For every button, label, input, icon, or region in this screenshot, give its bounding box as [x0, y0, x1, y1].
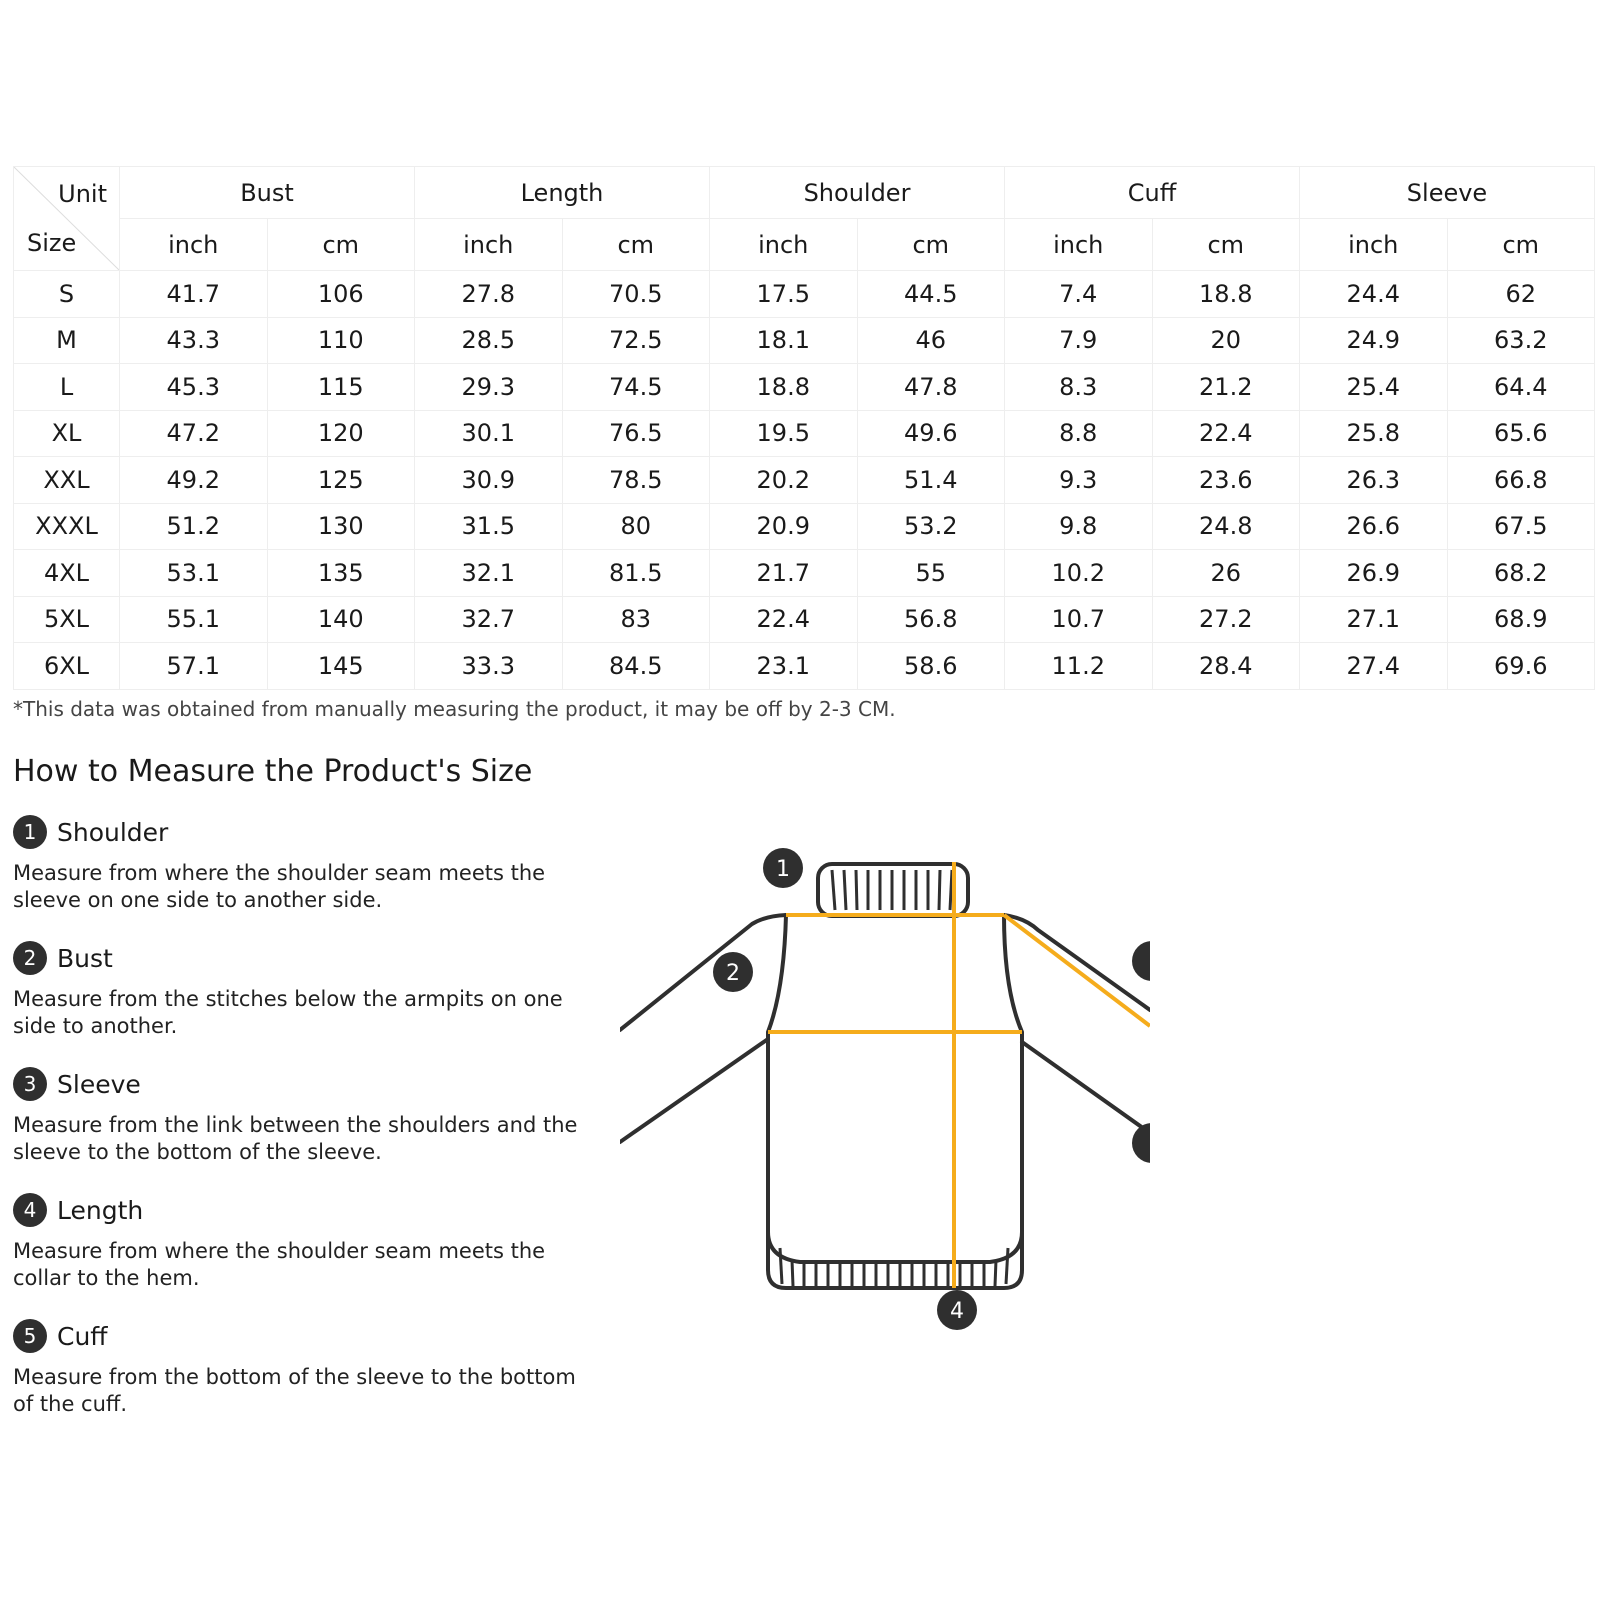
measurement-cell: 9.3 — [1005, 457, 1153, 504]
measurement-cell: 25.8 — [1300, 410, 1448, 457]
how-to-measure-title: How to Measure the Product's Size — [13, 754, 533, 789]
measurement-cell: 53.2 — [857, 503, 1005, 550]
measurement-cell: 20.2 — [710, 457, 858, 504]
diagram-badge-2 — [713, 952, 753, 992]
measurement-cell: 130 — [267, 503, 415, 550]
number-badge: 3 — [13, 1067, 47, 1101]
unit-header: inch — [710, 219, 858, 271]
table-row — [14, 643, 1595, 690]
measure-name: Cuff — [57, 1321, 108, 1351]
measurement-cell: 18.8 — [710, 364, 858, 411]
table-row — [14, 364, 1595, 411]
measurement-cell: 140 — [267, 596, 415, 643]
measurement-cell: 20 — [1152, 317, 1300, 364]
number-badge: 1 — [13, 815, 47, 849]
measurement-cell: 11.2 — [1005, 643, 1153, 690]
measurement-cell: 46 — [857, 317, 1005, 364]
measurement-cell: 78.5 — [562, 457, 710, 504]
measurement-cell: 8.3 — [1005, 364, 1153, 411]
measurement-cell: 30.9 — [415, 457, 563, 504]
corner-size-label: Size — [27, 229, 77, 257]
measurement-cell: 62 — [1447, 271, 1595, 318]
size-label-cell: 6XL — [14, 643, 120, 690]
number-badge: 2 — [13, 941, 47, 975]
measurement-cell: 27.2 — [1152, 596, 1300, 643]
diagram-badge-label: 1 — [776, 857, 790, 882]
size-label-cell: XXL — [14, 457, 120, 504]
measurement-footnote: *This data was obtained from manually measuring the product, it may be off by 2-3 CM. — [13, 697, 896, 721]
measure-item-sleeve — [13, 1066, 583, 1192]
diagram-badge-1 — [763, 848, 803, 888]
size-label-cell: S — [14, 271, 120, 318]
measurement-cell: 70.5 — [562, 271, 710, 318]
unit-header: cm — [857, 219, 1005, 271]
number-badge: 4 — [13, 1193, 47, 1227]
measurement-cell: 106 — [267, 271, 415, 318]
measurement-cell: 69.6 — [1447, 643, 1595, 690]
body-outline — [768, 915, 1022, 1262]
measurement-cell: 115 — [267, 364, 415, 411]
measurement-cell: 81.5 — [562, 550, 710, 597]
unit-header: cm — [562, 219, 710, 271]
group-header-length: Length — [415, 167, 710, 219]
measurement-cell: 83 — [562, 596, 710, 643]
measurement-cell: 27.8 — [415, 271, 563, 318]
diagram-badge-partial — [1132, 1123, 1150, 1163]
measurement-cell: 29.3 — [415, 364, 563, 411]
table-corner-cell — [14, 167, 120, 271]
measure-description: Measure from where the shoulder seam meets the sleeve on one side to another side. — [13, 861, 546, 912]
measurement-cell: 68.2 — [1447, 550, 1595, 597]
measurement-cell: 66.8 — [1447, 457, 1595, 504]
measurement-cell: 24.8 — [1152, 503, 1300, 550]
left-sleeve-lower-outline — [620, 1039, 768, 1142]
left-sleeve-outline — [620, 915, 786, 1030]
right-sleeve-lower-outline — [1022, 1042, 1150, 1133]
measurement-lines — [768, 862, 1150, 1288]
measurement-cell: 30.1 — [415, 410, 563, 457]
measurement-cell: 44.5 — [857, 271, 1005, 318]
unit-header: cm — [267, 219, 415, 271]
collar-ribbing — [832, 870, 952, 910]
measurement-cell: 67.5 — [1447, 503, 1595, 550]
measure-description: Measure from the bottom of the sleeve to the bottom of the cuff. — [13, 1365, 576, 1416]
table-row — [14, 410, 1595, 457]
table-row — [14, 457, 1595, 504]
sleeve-measure-line — [1004, 915, 1150, 1026]
measurement-cell: 10.2 — [1005, 550, 1153, 597]
measure-name: Sleeve — [57, 1069, 141, 1099]
size-label-cell: M — [14, 317, 120, 364]
measurement-cell: 74.5 — [562, 364, 710, 411]
table-row — [14, 271, 1595, 318]
measurement-cell: 110 — [267, 317, 415, 364]
unit-header: cm — [1447, 219, 1595, 271]
measurement-cell: 28.4 — [1152, 643, 1300, 690]
number-badge: 5 — [13, 1319, 47, 1353]
measurement-cell: 31.5 — [415, 503, 563, 550]
measurement-cell: 57.1 — [120, 643, 268, 690]
measurement-cell: 26 — [1152, 550, 1300, 597]
group-header-cuff: Cuff — [1005, 167, 1300, 219]
measurement-cell: 135 — [267, 550, 415, 597]
measure-name: Length — [57, 1195, 144, 1225]
measurement-cell: 23.6 — [1152, 457, 1300, 504]
measurement-cell: 49.2 — [120, 457, 268, 504]
group-header-shoulder: Shoulder — [710, 167, 1005, 219]
measurement-cell: 49.6 — [857, 410, 1005, 457]
measurement-cell: 80 — [562, 503, 710, 550]
measure-instructions — [13, 814, 583, 1444]
diagram-badge-label: 4 — [950, 1299, 964, 1324]
measurement-cell: 21.2 — [1152, 364, 1300, 411]
measurement-cell: 47.8 — [857, 364, 1005, 411]
size-label-cell: XL — [14, 410, 120, 457]
diagram-badge-label: 2 — [726, 961, 740, 986]
measure-item-cuff — [13, 1318, 583, 1444]
measure-item-length — [13, 1192, 583, 1318]
sweater-illustration — [620, 840, 1150, 1340]
measurement-cell: 84.5 — [562, 643, 710, 690]
group-header-sleeve: Sleeve — [1300, 167, 1595, 219]
measurement-cell: 65.6 — [1447, 410, 1595, 457]
table-row — [14, 596, 1595, 643]
table-row — [14, 550, 1595, 597]
measurement-cell: 24.9 — [1300, 317, 1448, 364]
measure-item-shoulder — [13, 814, 583, 940]
group-header-bust: Bust — [120, 167, 415, 219]
measurement-cell: 56.8 — [857, 596, 1005, 643]
measurement-cell: 120 — [267, 410, 415, 457]
unit-header: cm — [1152, 219, 1300, 271]
measurement-cell: 33.3 — [415, 643, 563, 690]
measurement-cell: 27.4 — [1300, 643, 1448, 690]
measurement-cell: 18.1 — [710, 317, 858, 364]
measurement-cell: 51.2 — [120, 503, 268, 550]
size-label-cell: XXXL — [14, 503, 120, 550]
size-table — [13, 166, 1595, 690]
measurement-cell: 145 — [267, 643, 415, 690]
garment-measurement-diagram — [620, 840, 1150, 1340]
diagram-badge-partial — [1132, 941, 1150, 981]
measurement-cell: 45.3 — [120, 364, 268, 411]
measurement-cell: 76.5 — [562, 410, 710, 457]
measurement-cell: 63.2 — [1447, 317, 1595, 364]
measurement-cell: 47.2 — [120, 410, 268, 457]
size-label-cell: 4XL — [14, 550, 120, 597]
measurement-cell: 43.3 — [120, 317, 268, 364]
measurement-cell: 58.6 — [857, 643, 1005, 690]
measurement-cell: 27.1 — [1300, 596, 1448, 643]
measurement-cell: 55 — [857, 550, 1005, 597]
measurement-cell: 22.4 — [710, 596, 858, 643]
measurement-cell: 25.4 — [1300, 364, 1448, 411]
measure-description: Measure from the stitches below the armpits on one side to another. — [13, 987, 563, 1038]
diagram-badge-4 — [937, 1290, 977, 1330]
measurement-cell: 24.4 — [1300, 271, 1448, 318]
measurement-cell: 125 — [267, 457, 415, 504]
unit-header: inch — [1005, 219, 1153, 271]
measure-description: Measure from where the shoulder seam meets the collar to the hem. — [13, 1239, 546, 1290]
measure-name: Shoulder — [57, 817, 169, 847]
measure-description: Measure from the link between the shoulders and the sleeve to the bottom of the sleeve. — [13, 1113, 578, 1164]
measurement-cell: 23.1 — [710, 643, 858, 690]
corner-unit-label: Unit — [58, 180, 107, 208]
measurement-cell: 72.5 — [562, 317, 710, 364]
unit-header: inch — [120, 219, 268, 271]
measurement-cell: 53.1 — [120, 550, 268, 597]
measurement-cell: 18.8 — [1152, 271, 1300, 318]
measurement-cell: 64.4 — [1447, 364, 1595, 411]
measurement-cell: 8.8 — [1005, 410, 1153, 457]
measurement-cell: 9.8 — [1005, 503, 1153, 550]
measurement-cell: 20.9 — [710, 503, 858, 550]
measurement-cell: 51.4 — [857, 457, 1005, 504]
table-row — [14, 503, 1595, 550]
size-label-cell: 5XL — [14, 596, 120, 643]
hem-ribbing — [780, 1248, 1008, 1286]
measurement-cell: 7.4 — [1005, 271, 1153, 318]
measurement-cell: 28.5 — [415, 317, 563, 364]
measurement-cell: 21.7 — [710, 550, 858, 597]
measure-name: Bust — [57, 943, 113, 973]
measurement-cell: 55.1 — [120, 596, 268, 643]
table-body — [14, 271, 1595, 690]
measurement-cell: 32.7 — [415, 596, 563, 643]
measure-item-bust — [13, 940, 583, 1066]
measurement-cell: 19.5 — [710, 410, 858, 457]
measurement-cell: 41.7 — [120, 271, 268, 318]
measurement-cell: 32.1 — [415, 550, 563, 597]
measurement-cell: 17.5 — [710, 271, 858, 318]
table-row — [14, 317, 1595, 364]
measurement-cell: 7.9 — [1005, 317, 1153, 364]
measurement-cell: 26.6 — [1300, 503, 1448, 550]
measurement-cell: 26.3 — [1300, 457, 1448, 504]
unit-header: inch — [415, 219, 563, 271]
unit-header: inch — [1300, 219, 1448, 271]
measurement-cell: 26.9 — [1300, 550, 1448, 597]
measurement-cell: 10.7 — [1005, 596, 1153, 643]
measurement-cell: 68.9 — [1447, 596, 1595, 643]
measurement-cell: 22.4 — [1152, 410, 1300, 457]
size-label-cell: L — [14, 364, 120, 411]
